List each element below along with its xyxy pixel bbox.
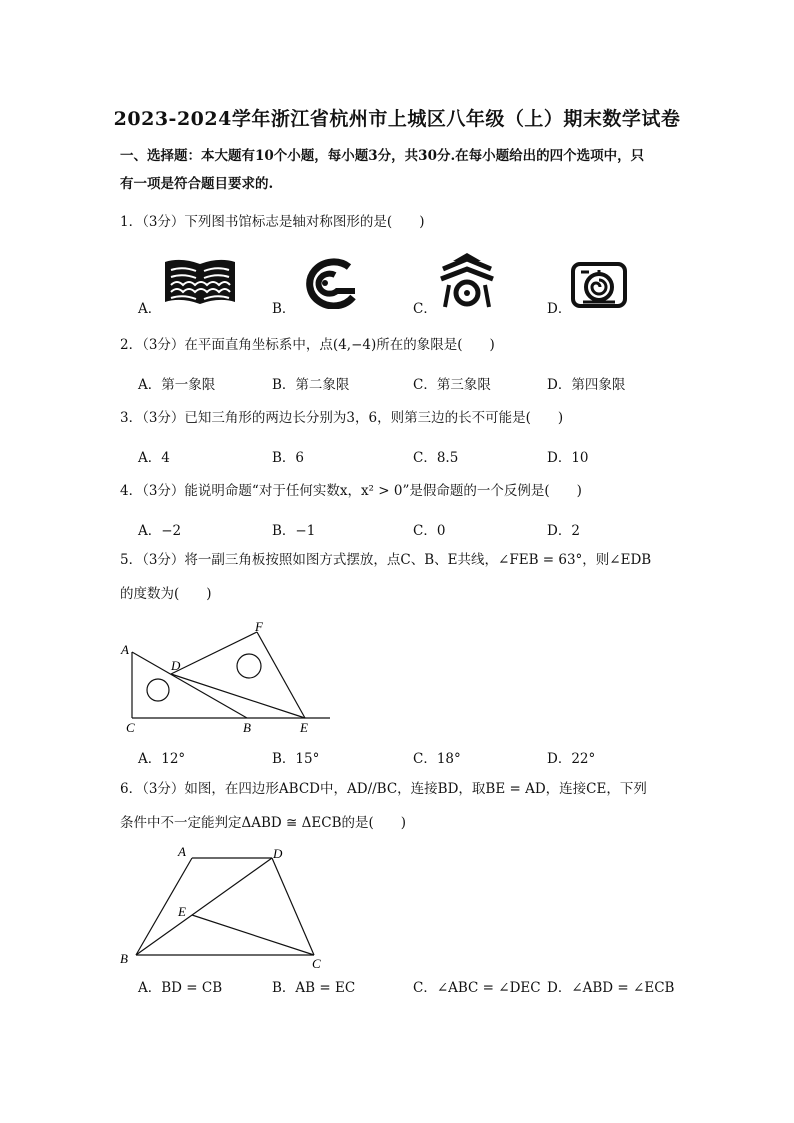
q5-label-a: A (121, 642, 129, 657)
q6-segment-ce (192, 915, 314, 955)
question-2-stem: 2．（3分）在平面直角坐标系中，点(4,−4)所在的象限是( ) (120, 337, 495, 353)
q1-option-b: B． (272, 301, 296, 317)
section-heading-line2: 有一项是符合题目要求的. (120, 176, 274, 192)
question-4-stem: 4．（3分）能说明命题“对于任何实数x，x² > 0”是假命题的一个反例是( ) (120, 483, 582, 499)
q1-option-c: C． (413, 301, 437, 317)
q5-option-a: A．12° (138, 751, 186, 767)
q4-option-c: C．0 (413, 523, 446, 539)
q6-option-b: B．AB = EC (272, 980, 356, 996)
q6-label-b: B (120, 951, 128, 966)
question-5-stem-line2: 的度数为( ) (120, 586, 212, 602)
q4-option-b: B．−1 (272, 523, 316, 539)
q5-label-b: B (243, 720, 251, 735)
question-6-stem-line1: 6．（3分）如图，在四边形ABCD中，AD//BC，连接BD，取BE = AD，连接CE，下列 (120, 781, 647, 797)
q5-triangle-hole-left (147, 679, 169, 701)
q2-option-d: D．第四象限 (547, 377, 626, 393)
library-logo-book-icon (163, 258, 237, 306)
library-logo-spiral-icon (297, 257, 357, 309)
q5-triangle-set-figure (118, 618, 338, 738)
q5-option-d: D．22° (547, 751, 596, 767)
q2-option-a: A．第一象限 (138, 377, 216, 393)
question-6-options (138, 976, 678, 996)
q6-option-a: A．BD = CB (138, 980, 223, 996)
exam-title: 2023-2024学年浙江省杭州市上城区八年级（上）期末数学试卷 (113, 108, 681, 130)
q1-option-a: A． (138, 301, 162, 317)
q6-quadrilateral-figure (114, 842, 334, 972)
question-6-stem-line2: 条件中不一定能判定ΔABD ≅ ΔECB的是( ) (120, 815, 407, 831)
q6-option-c: C．∠ABC = ∠DEC (413, 980, 541, 996)
library-logo-pavilion-icon (437, 251, 497, 309)
q2-option-c: C．第三象限 (413, 377, 491, 393)
q5-side-de (171, 674, 305, 718)
q6-diagonal-bd (136, 858, 272, 955)
q3-option-a: A．4 (138, 450, 170, 466)
q6-label-d: D (273, 846, 283, 861)
q5-triangle-hole-right (237, 654, 261, 678)
q1-option-d: D． (547, 301, 572, 317)
q3-option-b: B．6 (272, 450, 305, 466)
q5-side-df (171, 632, 257, 674)
q6-side-dc (272, 858, 314, 955)
q4-option-a: A．−2 (138, 523, 182, 539)
q5-label-e: E (300, 720, 308, 735)
question-3-stem: 3．（3分）已知三角形的两边长分别为3，6，则第三边的长不可能是( ) (120, 410, 564, 426)
q3-option-d: D．10 (547, 450, 589, 466)
q2-option-b: B．第二象限 (272, 377, 350, 393)
q6-label-a: A (178, 844, 186, 859)
q5-label-d: D (171, 658, 181, 673)
question-1-stem: 1．（3分）下列图书馆标志是轴对称图形的是( ) (120, 214, 425, 230)
q5-label-c: C (126, 720, 135, 735)
question-5-stem-line1: 5．（3分）将一副三角板按照如图方式摆放，点C、B、E共线，∠FEB = 63°，则∠EDB (120, 552, 652, 568)
q5-label-f: F (255, 619, 263, 634)
q3-option-c: C．8.5 (413, 450, 459, 466)
q6-label-c: C (312, 956, 321, 971)
question-3-options (138, 446, 678, 466)
q5-option-b: B．15° (272, 751, 320, 767)
library-logo-square-spiral-icon (571, 262, 627, 308)
q4-option-d: D．2 (547, 523, 580, 539)
section-heading-line1: 一、选择题：本大题有10个小题，每小题3分，共30分.在每小题给出的四个选项中，只 (120, 148, 645, 164)
q6-label-e: E (178, 904, 186, 919)
q5-side-ab (132, 652, 247, 718)
q6-option-d: D．∠ABD = ∠ECB (547, 980, 675, 996)
q5-option-c: C．18° (413, 751, 461, 767)
question-2-options (138, 373, 678, 393)
question-5-options (138, 747, 678, 767)
question-4-options (138, 519, 678, 539)
